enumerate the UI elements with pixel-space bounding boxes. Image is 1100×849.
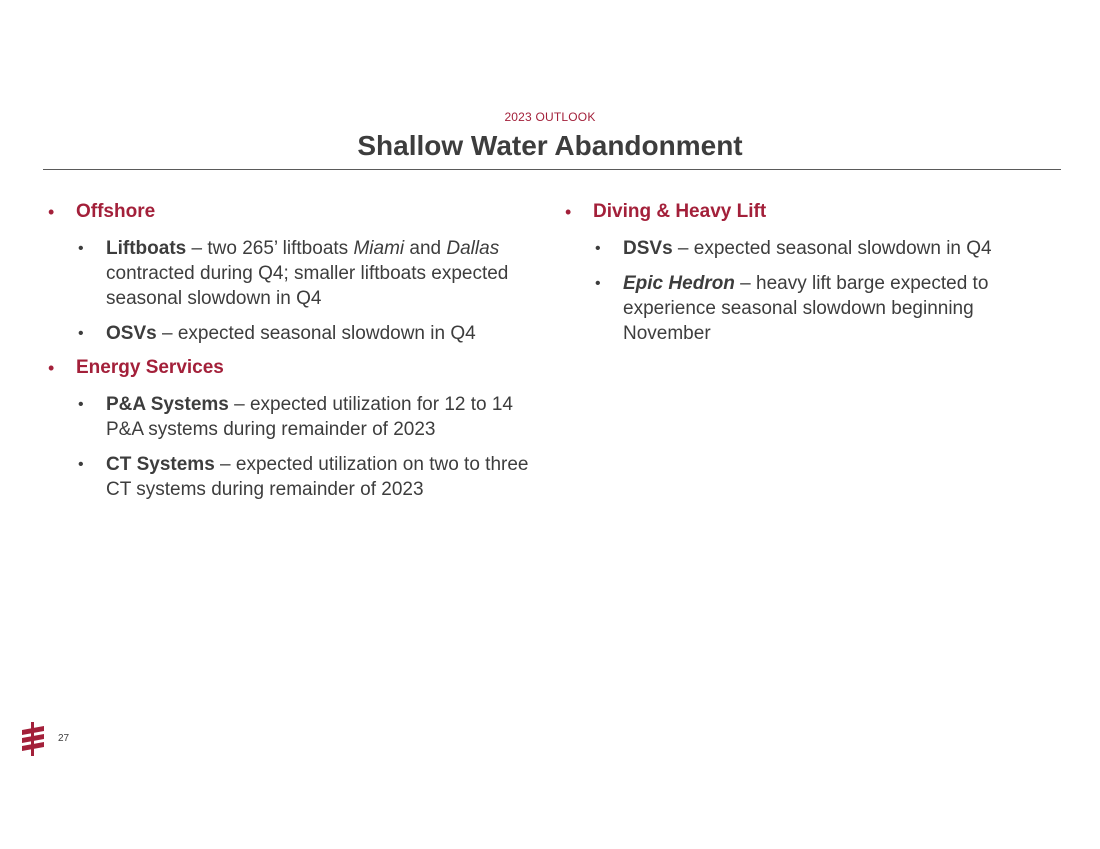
bullet-icon: • xyxy=(595,275,601,292)
bullet-icon: • xyxy=(595,240,601,257)
item-text xyxy=(106,452,548,502)
section-heading-offshore: Offshore xyxy=(76,201,156,222)
list-item-liftboats xyxy=(78,236,548,311)
bullet-icon: • xyxy=(48,202,55,222)
list-item-dsvs xyxy=(595,236,1035,261)
section-offshore xyxy=(48,200,548,224)
vessel-name-dallas: Dallas xyxy=(446,238,500,259)
section-diving-heavy-lift xyxy=(565,200,1035,224)
item-detail: – expected utilization for 12 to 14 P&A systems during remainder of 2023 xyxy=(106,394,513,440)
bullet-icon: • xyxy=(48,358,55,378)
item-text xyxy=(623,236,992,261)
bullet-icon: • xyxy=(78,396,84,413)
section-heading-diving-heavy-lift: Diving & Heavy Lift xyxy=(593,201,767,222)
bullet-icon: • xyxy=(78,240,84,257)
list-item-osvs xyxy=(78,321,548,346)
bullet-icon: • xyxy=(565,202,572,222)
item-detail: – heavy lift barge expected to experience seasonal slowdown beginning November xyxy=(623,273,989,344)
item-text xyxy=(623,271,1035,346)
bullet-icon: • xyxy=(78,456,84,473)
item-detail: – two 265’ liftboats xyxy=(186,238,354,259)
list-item-pa-systems xyxy=(78,392,548,442)
item-detail: – expected seasonal slowdown in Q4 xyxy=(156,323,476,344)
item-detail: and xyxy=(404,238,447,259)
section-energy-services xyxy=(48,356,548,380)
item-label: DSVs xyxy=(623,238,673,259)
right-column xyxy=(565,200,1035,356)
item-detail: contracted during Q4; smaller liftboats expected seasonal slowdown in Q4 xyxy=(106,263,509,309)
item-detail: – expected utilization on two to three CT systems during remainder of 2023 xyxy=(106,454,529,500)
item-text xyxy=(106,392,548,442)
section-heading-energy-services: Energy Services xyxy=(76,357,224,378)
bullet-icon: • xyxy=(78,325,84,342)
list-item-epic-hedron xyxy=(595,271,1035,346)
item-label: Epic Hedron xyxy=(623,273,735,294)
page-number: 27 xyxy=(58,733,70,744)
item-text xyxy=(106,321,476,346)
item-label: OSVs xyxy=(106,323,157,344)
left-column xyxy=(48,200,548,512)
list-item-ct-systems xyxy=(78,452,548,502)
title-divider xyxy=(43,169,1061,170)
item-label: P&A Systems xyxy=(106,394,229,415)
eyebrow-label: 2023 OUTLOOK xyxy=(504,110,596,124)
item-label: CT Systems xyxy=(106,454,215,475)
page-title: Shallow Water Abandonment xyxy=(357,130,743,161)
item-label: Liftboats xyxy=(106,238,187,259)
vessel-name-miami: Miami xyxy=(353,238,405,259)
company-logo-icon xyxy=(18,722,48,756)
item-text xyxy=(106,236,548,311)
item-detail: – expected seasonal slowdown in Q4 xyxy=(672,238,992,259)
